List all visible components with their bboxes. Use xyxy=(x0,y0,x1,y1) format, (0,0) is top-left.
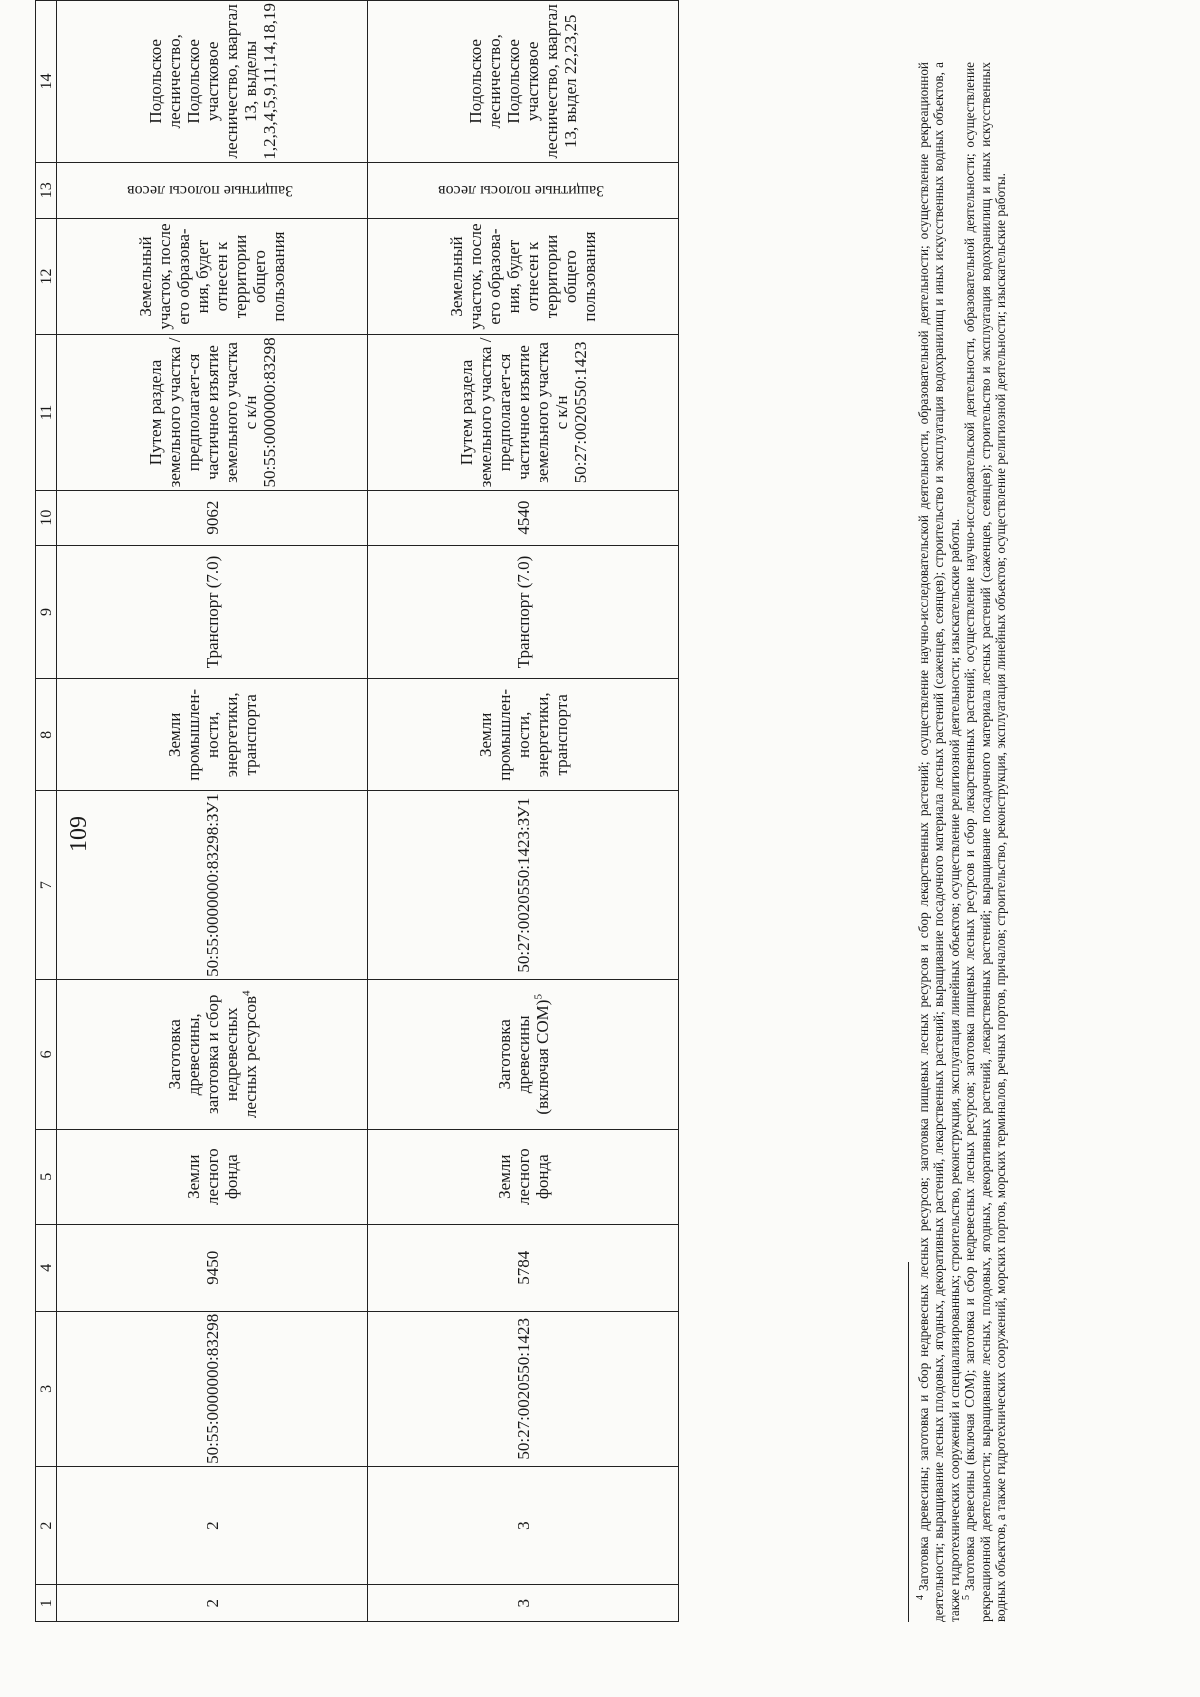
footnote-ref: 5 xyxy=(531,994,544,1000)
protective-category xyxy=(57,162,368,218)
formation-method: Путем раздела земельного участка / предполагает-ся частичное изъятие земельного участка с к/н 50:55:0000000:83298 xyxy=(57,335,368,490)
row-index: 2 xyxy=(57,1585,368,1622)
permitted-use xyxy=(368,979,679,1129)
footnote-separator xyxy=(908,1262,909,1622)
new-permitted-use: Транспорт (7.0) xyxy=(57,545,368,679)
source-cadastral-number: 50:27:0020550:1423 xyxy=(368,1311,679,1466)
forestry-location: Подольское лесничество, Подольское участковое лесничество, квартал 13, выдел 22,23,25 xyxy=(368,1,679,163)
forestry-location: Подольское лесничество, Подольское участковое лесничество, квартал 13, выделы 1,2,3,4,5,9,11,14,18,19 xyxy=(57,1,368,163)
column-number: 10 xyxy=(36,490,57,545)
column-number: 2 xyxy=(36,1466,57,1585)
footnote-ref: 4 xyxy=(239,990,252,996)
plot-number: 2 xyxy=(57,1466,368,1585)
plot-note: Земельный участок, после его образова-ния, будет отнесен к территории общего пользования xyxy=(368,218,679,335)
footnote-4 xyxy=(916,62,962,1622)
column-number: 7 xyxy=(36,791,57,980)
formation-method: Путем раздела земельного участка / предполагает-ся частичное изъятие земельного участка с к/н 50:27:0020550:1423 xyxy=(368,335,679,490)
new-permitted-use: Транспорт (7.0) xyxy=(368,545,679,679)
footnote-5-text: Заготовка древесины (включая СОМ); заготовка и сбор недревесных лесных ресурсов; заготовка пищевых лесных ресурсов и сбор лекарственных растений; осуществление научно-исследовательской деятельности, образовательной деятельности; осуществление рекреационной деятельности; выращивание лесных, плодовых, ягодных, декоративных растений, лекарственных растений; выращивание посадочного материала лесных растений (саженцев, сеянцев); строительство и эксплуатация водохранилищ и иных искусственных водных объектов, а также гидротехнических сооружений, морских портов, морских терминалов, речных портов, причалов; строительство, реконструкция, эксплуатация линейных объектов; осуществление религиозной деятельности; изыскательские работы. xyxy=(962,62,1009,1622)
plot-number: 3 xyxy=(368,1466,679,1585)
column-number: 11 xyxy=(36,335,57,490)
column-number: 8 xyxy=(36,679,57,791)
new-land-category: Земли промышлен-ности, энергетики, транспорта xyxy=(368,679,679,791)
column-number: 14 xyxy=(36,1,57,163)
land-plots-table xyxy=(35,0,679,1622)
table-row xyxy=(368,1,679,1622)
column-number: 5 xyxy=(36,1129,57,1224)
new-land-category: Земли промышлен-ности, энергетики, транспорта xyxy=(57,679,368,791)
table-row xyxy=(57,1,368,1622)
protective-category xyxy=(368,162,679,218)
new-area: 9062 xyxy=(57,490,368,545)
footnote-4-text: Заготовка древесины; заготовка и сбор недревесных лесных ресурсов; заготовка пищевых лесных ресурсов и сбор лекарственных растений; осуществление научно-исследовательской деятельности, образовательной деятельности; осуществление рекреационной деятельности; выращивание лесных плодовых, ягодных, декоративных растений, лекарственных растений; выращивание посадочного материала лесных растений (саженцев, сеянцев); строительство и эксплуатация водохранилищ и иных искусственных водных объектов, а также гидротехнических сооружений и специализированных; строительство, реконструкция, эксплуатация линейных объектов; осуществление религиозной деятельности; изыскательские работы. xyxy=(916,62,962,1622)
footnote-5 xyxy=(962,62,1008,1622)
page-number: 109 xyxy=(66,816,92,852)
footnote-5-mark: 5 xyxy=(960,1595,972,1600)
permitted-use xyxy=(57,979,368,1129)
column-number: 3 xyxy=(36,1311,57,1466)
table-header-row xyxy=(36,1,57,1622)
column-number: 12 xyxy=(36,218,57,335)
permitted-use-text: Заготовка древесины, заготовка и сбор недревесных лесных ресурсов xyxy=(164,994,260,1119)
source-area: 5784 xyxy=(368,1224,679,1311)
plot-note: Земельный участок, после его образова-ния, будет отнесен к территории общего пользования xyxy=(57,218,368,335)
footnotes xyxy=(916,62,1008,1622)
column-number: 1 xyxy=(36,1585,57,1622)
footnote-4-mark: 4 xyxy=(914,1595,926,1600)
row-index: 3 xyxy=(368,1585,679,1622)
column-number: 9 xyxy=(36,545,57,679)
source-cadastral-number: 50:55:0000000:83298 xyxy=(57,1311,368,1466)
new-plot-designation: 50:55:0000000:83298:ЗУ1 xyxy=(57,791,368,980)
new-plot-designation: 50:27:0020550:1423:ЗУ1 xyxy=(368,791,679,980)
permitted-use-text: Заготовка древесины (включая СОМ) xyxy=(494,999,552,1115)
protective-category-text: Защитные полосы лесов xyxy=(437,181,605,199)
new-area: 4540 xyxy=(368,490,679,545)
column-number: 6 xyxy=(36,979,57,1129)
column-number: 4 xyxy=(36,1224,57,1311)
column-number: 13 xyxy=(36,162,57,218)
land-category: Земли лесного фонда xyxy=(57,1129,368,1224)
source-area: 9450 xyxy=(57,1224,368,1311)
protective-category-text: Защитные полосы лесов xyxy=(126,181,294,199)
land-category: Земли лесного фонда xyxy=(368,1129,679,1224)
